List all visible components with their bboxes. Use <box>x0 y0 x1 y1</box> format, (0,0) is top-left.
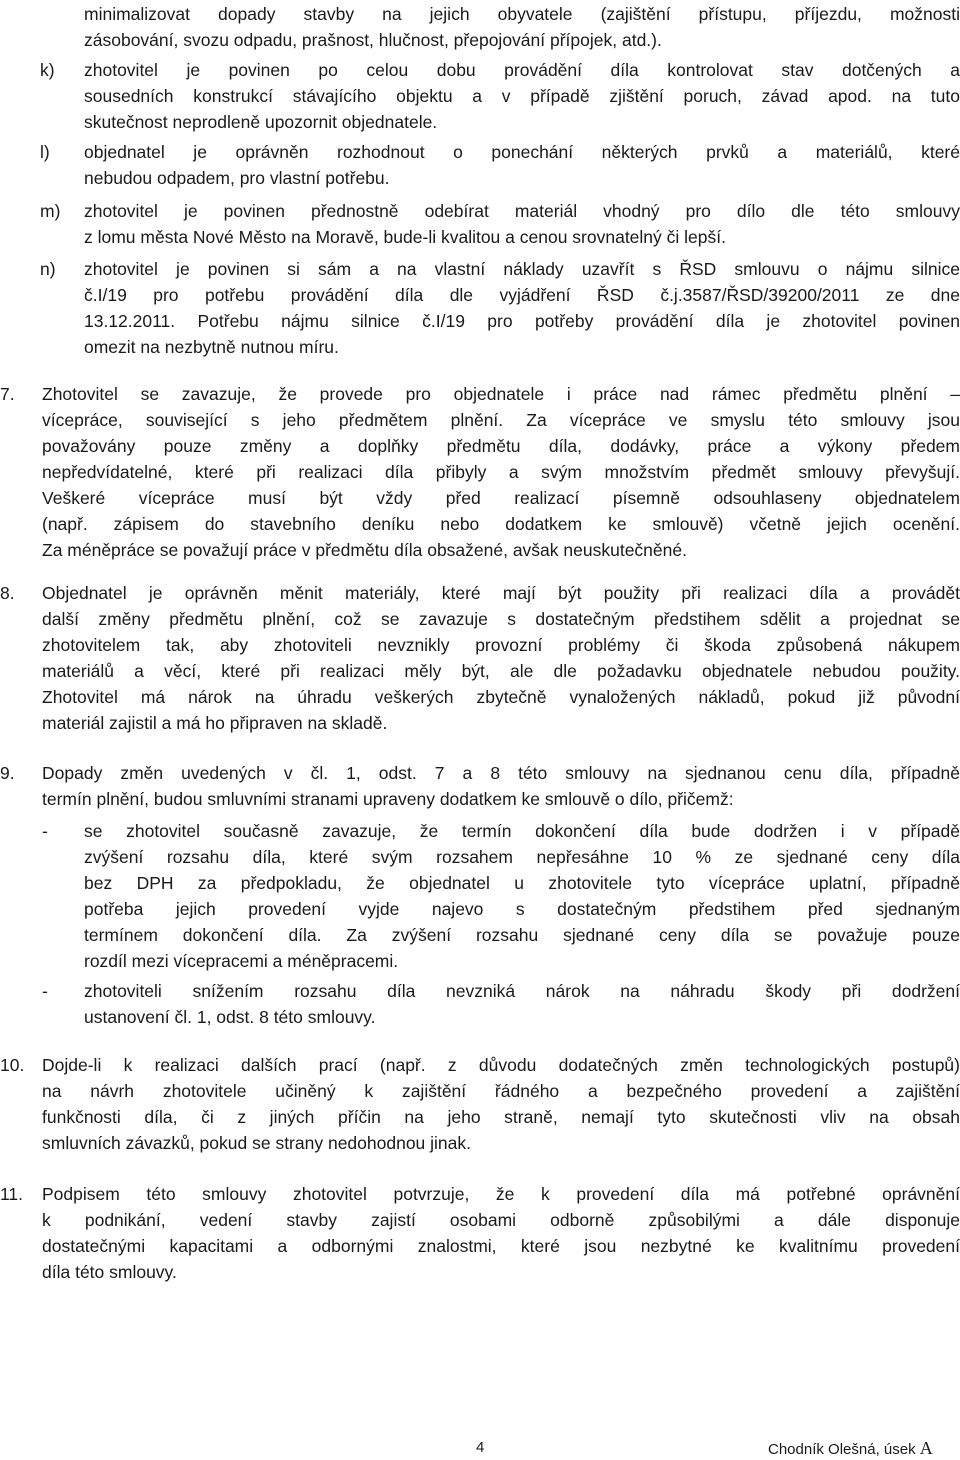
section-number-7: 7. <box>0 384 15 404</box>
body-line: se zhotovitel současně zavazuje, že termín dokončení díla bude dodržen i v případě <box>84 821 960 841</box>
body-line: termín plnění, budou smluvními stranami upraveny dodatkem ke smlouvě o dílo, přičemž: <box>42 789 734 809</box>
item-label-l: l) <box>40 142 50 162</box>
body-line: materiálů a věcí, které při realizaci měly být, ale dle požadavku objednatele nebudou použity. <box>42 661 960 681</box>
footer-title-text: Chodník Olešná, úsek <box>768 1441 916 1458</box>
body-line: rozdíl mezi vícepracemi a méněpracemi. <box>84 951 399 971</box>
body-line: Za méněpráce se považují práce v předmětu díla obsažené, avšak neuskutečněné. <box>42 540 687 560</box>
body-line: Objednatel je oprávněn měnit materiály, které mají být použity při realizaci díla a provádět <box>42 583 960 603</box>
body-line: zásobování, svozu odpadu, prašnost, hlučnost, přepojování přípojek, atd.). <box>84 30 662 50</box>
body-line: 13.12.2011. Potřebu nájmu silnice č.I/19 pro potřeby provádění díla je zhotovitel povinen <box>84 311 960 331</box>
body-line: minimalizovat dopady stavby na jejich obyvatele (zajištění přístupu, příjezdu, možnosti <box>84 4 960 24</box>
body-line: vícepráce, související s jeho předmětem plnění. Za vícepráce ve smyslu této smlouvy jsou <box>42 410 960 430</box>
body-line: č.I/19 pro potřebu provádění díla dle vyjádření ŘSD č.j.3587/ŘSD/39200/2011 ze dne <box>84 285 960 305</box>
body-line: dostatečnými kapacitami a odbornými znalostmi, které jsou nezbytné ke kvalitnímu provedení <box>42 1236 960 1256</box>
body-line: zhotovitelem tak, aby zhotoviteli nevznikly provozní problémy či škoda způsobená nákupem <box>42 635 960 655</box>
body-line: bez DPH za předpokladu, že objednatel u zhotovitele tyto vícepráce uplatní, případně <box>84 873 960 893</box>
body-line: nepředvídatelné, které při realizaci díla přibyly a svým množstvím předmět smlouvy převyšují. <box>42 462 960 482</box>
body-line: nebudou odpadem, pro vlastní potřebu. <box>84 168 390 188</box>
body-line: k podnikání, vedení stavby zajistí osobami odborně způsobilými a dále disponuje <box>42 1210 960 1230</box>
body-line: Zhotovitel má nárok na úhradu veškerých zbytečně vynaložených nákladů, pokud již původní <box>42 687 960 707</box>
body-line: zhotovitel je povinen si sám a na vlastní náklady uzavřít s ŘSD smlouvu o nájmu silnice <box>84 259 960 279</box>
section-number-8: 8. <box>0 583 15 603</box>
page-number: 4 <box>476 1439 485 1456</box>
item-label-k: k) <box>40 60 55 80</box>
body-line: Veškeré vícepráce musí být vždy před realizací písemně odsouhlaseny objednatelem <box>42 488 960 508</box>
body-line: z lomu města Nové Město na Moravě, bude-li kvalitou a cenou srovnatelný či lepší. <box>84 227 726 247</box>
body-line: skutečnost neprodleně upozornit objednatele. <box>84 112 438 132</box>
section-number-9: 9. <box>0 763 15 783</box>
body-line: zhotovitel je povinen přednostně odebírat materiál vhodný pro dílo dle této smlouvy <box>84 201 960 221</box>
body-line: na návrh zhotovitele učiněný k zajištění řádného a bezpečného provedení a zajištění <box>42 1081 960 1101</box>
body-line: termínem dokončení díla. Za zvýšení rozsahu sjednané ceny díla se považuje pouze <box>84 925 960 945</box>
footer-title <box>768 1438 933 1460</box>
body-line: omezit na nezbytně nutnou míru. <box>84 337 339 357</box>
body-line: objednatel je oprávněn rozhodnout o ponechání některých prvků a materiálů, které <box>84 142 960 162</box>
body-line: Podpisem této smlouvy zhotovitel potvrzuje, že k provedení díla má potřebné oprávnění <box>42 1184 960 1204</box>
section-number-11: 11. <box>0 1184 24 1204</box>
body-line: díla této smlouvy. <box>42 1262 177 1282</box>
section-number-10: 10. <box>0 1055 25 1075</box>
body-line: materiál zajistil a má ho připraven na skladě. <box>42 713 388 733</box>
body-line: zhotovitel je povinen po celou dobu provádění díla kontrolovat stav dotčených a <box>84 60 960 80</box>
body-line: považovány pouze změny a doplňky předmětu díla, dodávky, práce a výkony předem <box>42 436 960 456</box>
body-line: ustanovení čl. 1, odst. 8 této smlouvy. <box>84 1007 376 1027</box>
item-label-m: m) <box>40 201 61 221</box>
body-line: potřeba jejich provedení vyjde najevo s dostatečným předstihem před sjednaným <box>84 899 960 919</box>
body-line: Dopady změn uvedených v čl. 1, odst. 7 a 8 této smlouvy na sjednanou cenu díla, případně <box>42 763 960 783</box>
body-line: (např. zápisem do stavebního deníku nebo dodatkem ke smlouvě) včetně jejich ocenění. <box>42 514 960 534</box>
body-line: sousedních konstrukcí stávajícího objektu a v případě zjištění poruch, závad apod. na tuto <box>84 86 960 106</box>
item-label-n: n) <box>40 259 56 279</box>
dash-bullet: - <box>42 981 48 1001</box>
dash-bullet: - <box>42 821 48 841</box>
body-line: Dojde-li k realizaci dalších prací (např. z důvodu dodatečných změn technologických postupů) <box>42 1055 960 1075</box>
body-line: Zhotovitel se zavazuje, že provede pro objednatele i práce nad rámec předmětu plnění – <box>42 384 960 404</box>
body-line: funkčnosti díla, či z jiných příčin na jeho straně, nemají tyto skutečnosti vliv na obsah <box>42 1107 960 1127</box>
footer-title-suffix: A <box>919 1438 933 1458</box>
body-line: zhotoviteli snížením rozsahu díla nevzniká nárok na náhradu škody při dodržení <box>84 981 960 1001</box>
body-line: zvýšení rozsahu díla, které svým rozsahem nepřesáhne 10 % ze sjednané ceny díla <box>84 847 960 867</box>
body-line: smluvních závazků, pokud se strany nedohodnou jinak. <box>42 1133 472 1153</box>
body-line: další změny předmětu plnění, což se zavazuje s dostatečným předstihem sdělit a projednat se <box>42 609 960 629</box>
